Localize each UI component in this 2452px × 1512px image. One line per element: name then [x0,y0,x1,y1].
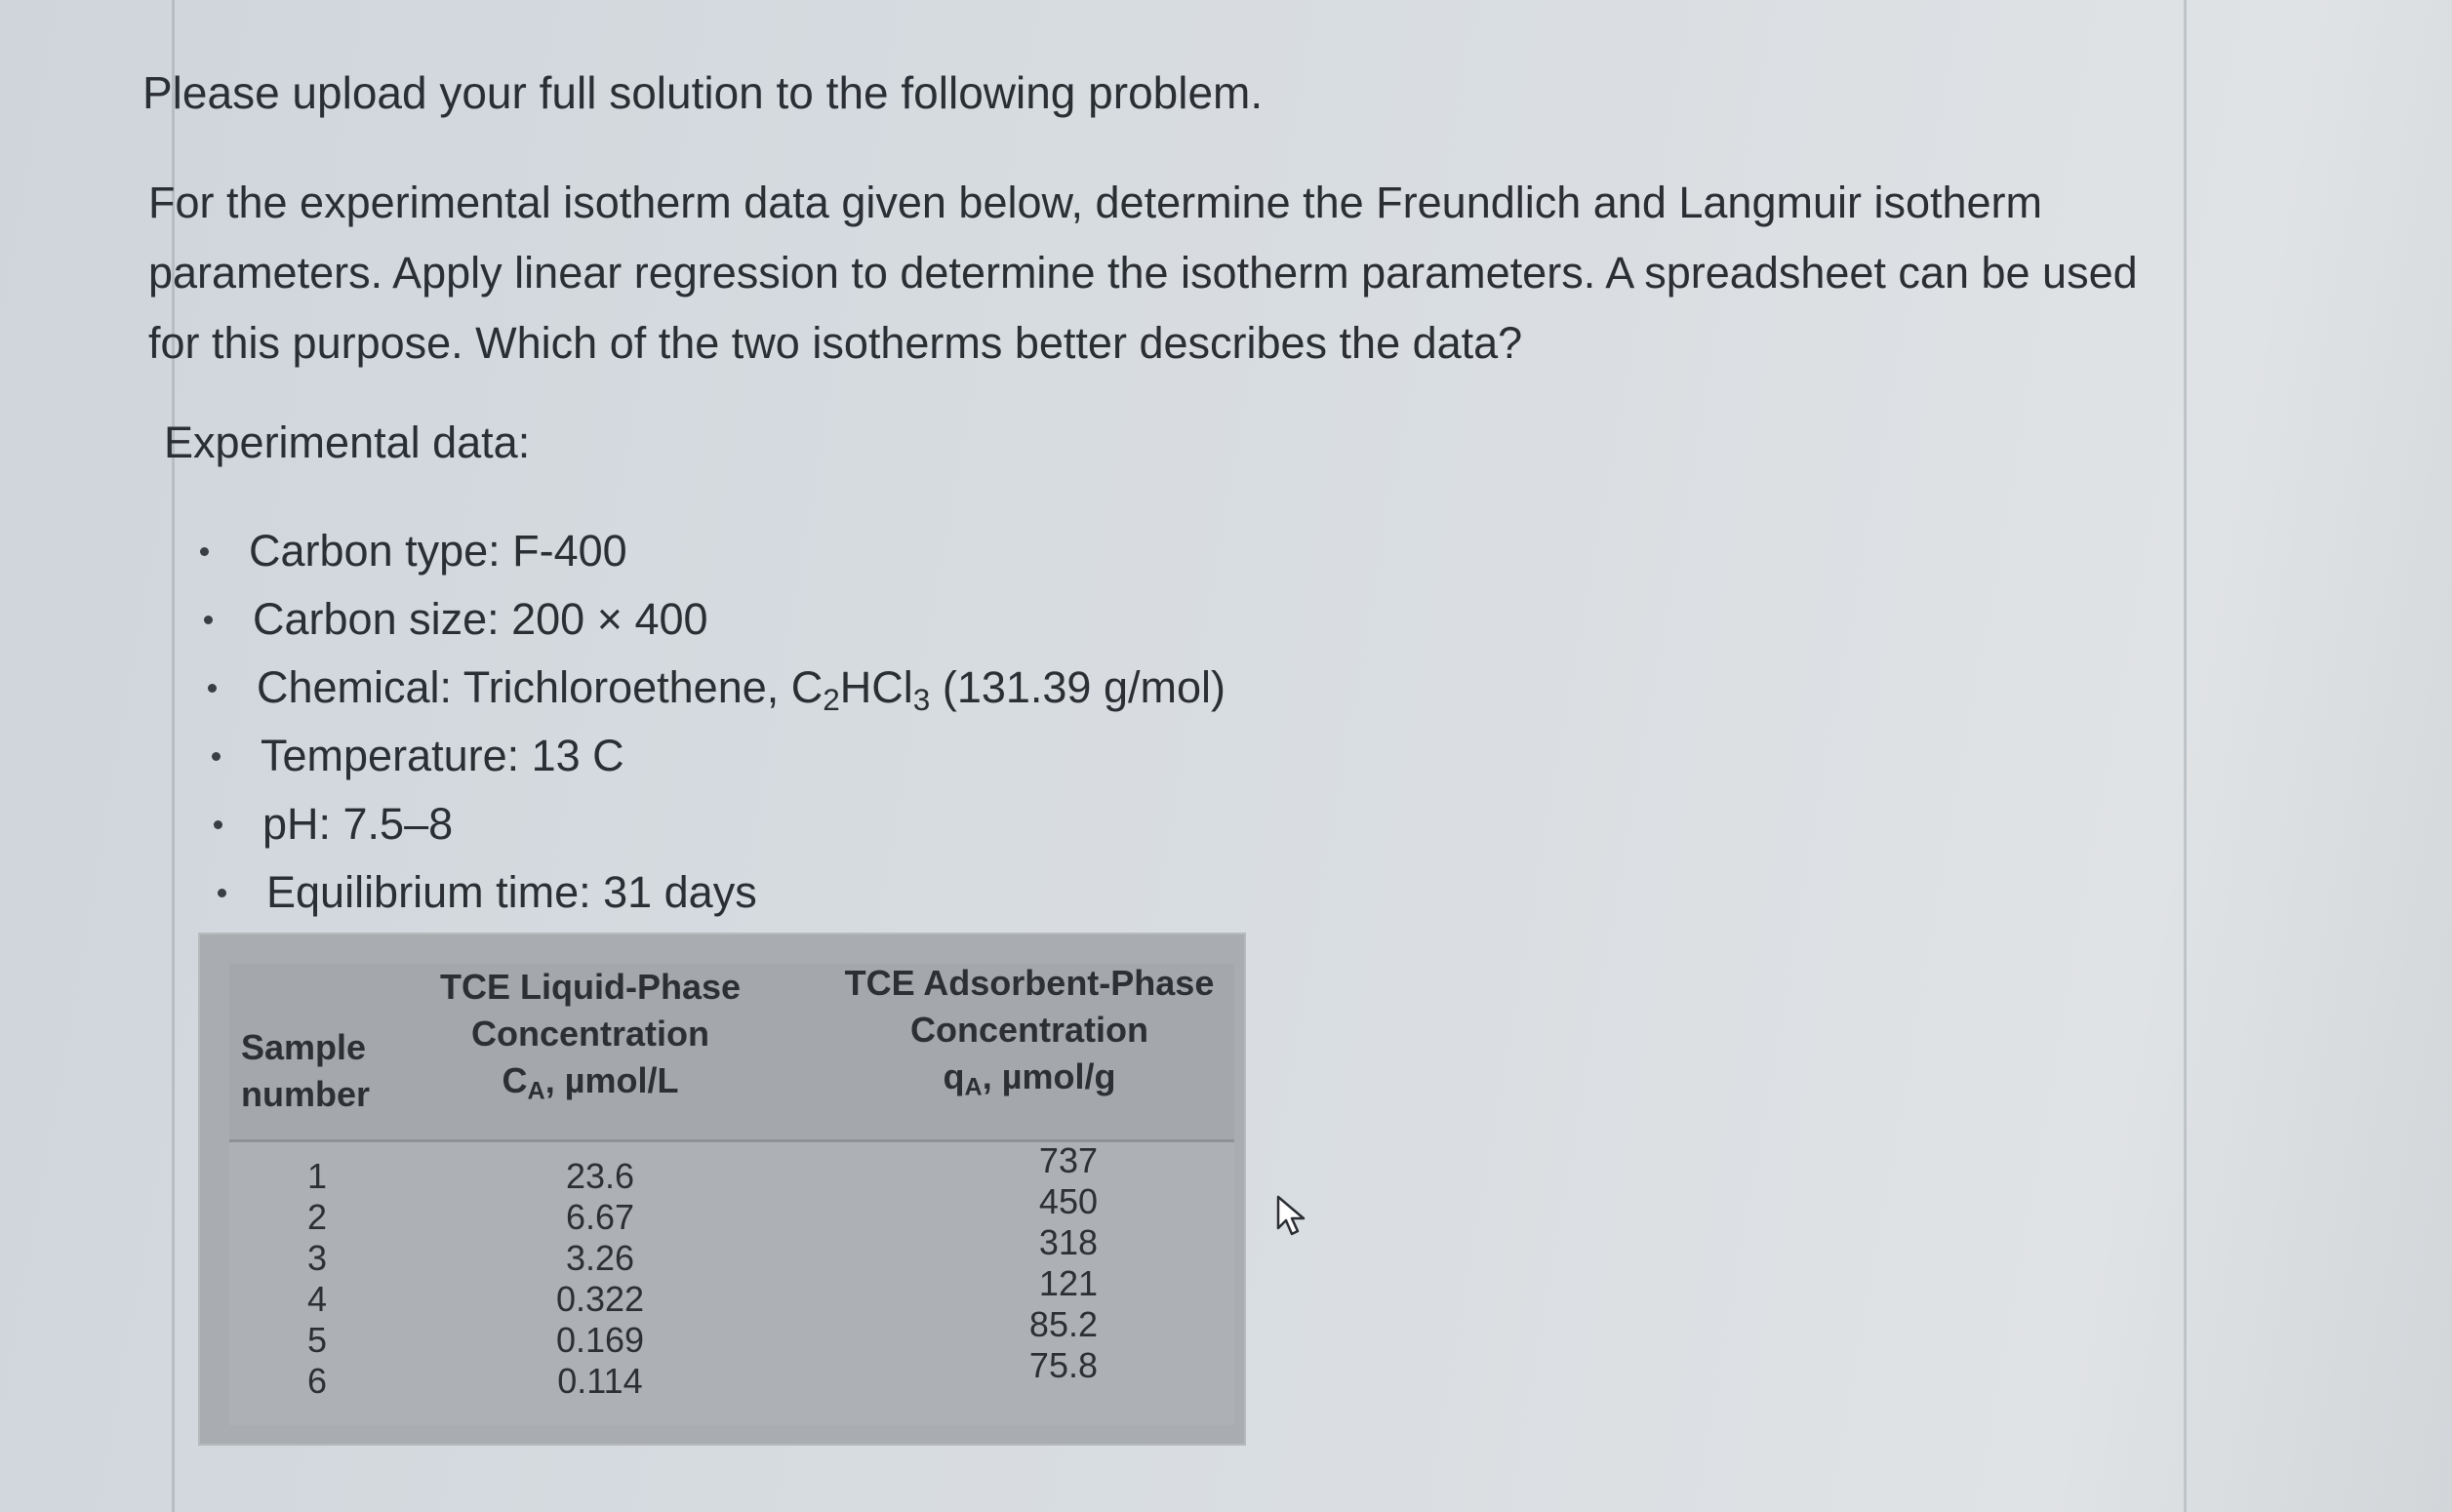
table-cell: 2 [306,1197,328,1237]
table-cell: 121 [1038,1263,1098,1303]
problem-line-3: for this purpose. Which of the two isotherms better describes the data? [148,318,1523,368]
table-cell: 5 [306,1320,328,1360]
adsorbent-concentration-column [971,1140,1098,1386]
table-cell: 6.67 [565,1197,635,1237]
bullet-icon [204,616,213,624]
bullet-icon [218,889,226,897]
problem-line-2: parameters. Apply linear regression to determine the isotherm parameters. A spreadsheet can be used [148,248,2138,298]
chemical: Chemical: Trichloroethene, $C_2HCl_3$ (131.39 g/mol) [257,662,1226,717]
header-liquid-phase: TCE Liquid-Phase Concentration $C_A$, µmol/L [439,967,742,1105]
list-item [208,654,1226,722]
temperature: Temperature: 13 C [261,731,624,780]
table-cell: 23.6 [565,1156,635,1196]
bullet-icon [200,547,209,556]
table-cell: 6 [306,1361,328,1401]
table-cell: 3.26 [565,1238,635,1278]
table-cell: 3 [306,1238,328,1278]
problem-statement [148,168,2217,378]
table-cell: 0.114 [557,1361,643,1401]
ph: pH: 7.5–8 [262,799,454,849]
table-cell: 4 [306,1279,328,1319]
table-cell: 0.169 [555,1320,645,1360]
header-adsorbent-phase: TCE Adsorbent-Phase Concentration $q_A$, µmol/g [844,963,1215,1101]
table-cell: 0.322 [555,1279,645,1319]
table-cell: 737 [1038,1140,1098,1180]
bullet-icon [212,752,221,761]
table-header [229,964,1234,1142]
liquid-concentration-column [532,1156,668,1402]
problem-line-1: For the experimental isotherm data given below, determine the Freundlich and Langmuir isotherm [148,178,2043,227]
experimental-conditions-list [200,517,1226,927]
list-item [212,722,1226,790]
table-body [229,1142,1234,1425]
equilibrium-time: Equilibrium time: 31 days [266,867,757,917]
isotherm-data-table [200,935,1244,1444]
carbon-size: Carbon size: 200 × 400 [253,594,708,644]
list-item [218,858,1226,927]
pointer-arrow-icon [1276,1195,1309,1238]
table-cell: 85.2 [1028,1304,1098,1344]
carbon-type: Carbon type: F-400 [249,526,627,576]
table-cell: 450 [1038,1181,1098,1221]
header-sample-number: Sample number [241,1027,371,1114]
sample-number-column [298,1156,337,1402]
table-cell: 75.8 [1028,1345,1098,1385]
list-item [204,585,1226,654]
list-item [200,517,1226,585]
experimental-data-heading: Experimental data: [164,418,531,467]
upload-instruction: Please upload your full solution to the following problem. [142,67,1264,118]
table-cell: 1 [306,1156,328,1196]
table-cell: 318 [1038,1222,1098,1262]
list-item [214,790,1226,858]
bullet-icon [208,684,217,693]
bullet-icon [214,820,222,829]
